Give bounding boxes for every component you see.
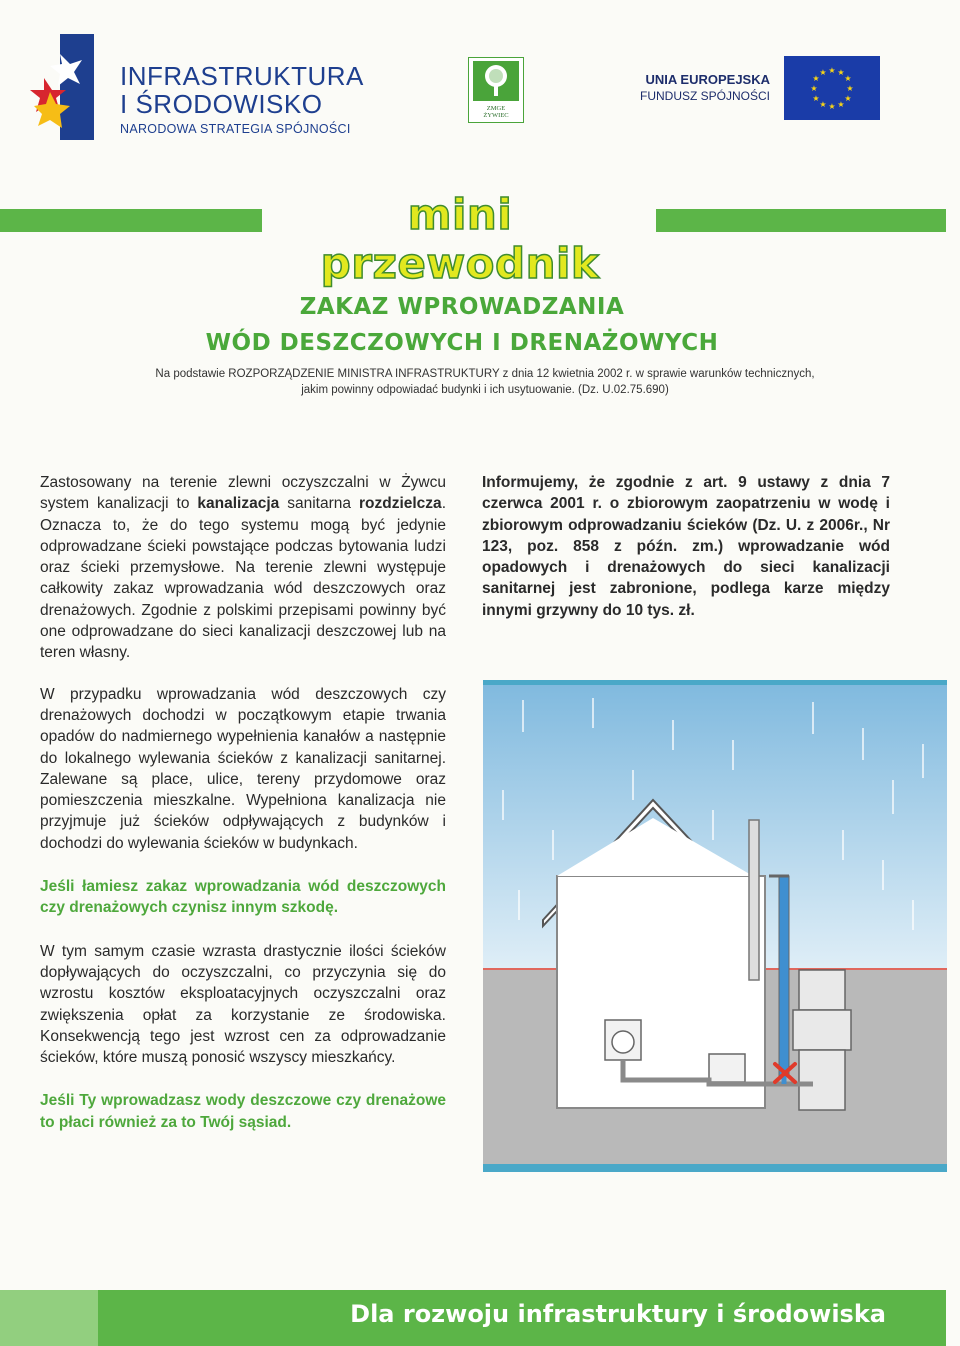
paragraph-sewer-system: Zastosowany na terenie zlewni oczyszczalni w Żywcu system kanalizacji to kanalizacja sanitarna rozdzielcza. Oznacza to, że do tego systemu mogą być jedynie odprowadzane ścieki powstające podczas bytowania ludzi oraz ścieki przemysłowe. Na terenie zlewni występuje całkowity zakaz wprowadzania wód deszczowych oraz drenażowych. Zgodnie z polskimi przepisami powinny być one odprowadzane do sieci kanalizacji deszczowej lub na teren własny. bbox=[40, 474, 446, 662]
svg-text:★: ★ bbox=[812, 94, 820, 103]
zmge-logo-text: ZMGE ŻYWIEC bbox=[483, 105, 509, 119]
title-band-left bbox=[0, 209, 262, 232]
manhole bbox=[793, 970, 851, 1110]
tree-icon bbox=[469, 58, 523, 104]
legal-line-1: Na podstawie ROZPORZĄDZENIE MINISTRA INFRASTRUKTURY z dnia 12 kwietnia 2002 r. w sprawie warunków technicznych, bbox=[155, 368, 815, 380]
paragraph-costs: W tym samym czasie wzrasta drastycznie ilości ścieków dopływających do oczyszczalni, co przyczynia się do wzrostu kosztów eksploatacyjnych oczyszczalni oraz zwiększenia opłat za korzystanie ze środowiska. Konsekwencją tego jest wzrost cen za odprowadzanie ścieków, które muszą ponosić wszyscy mieszkańcy. bbox=[40, 942, 446, 1067]
heading-line-2: WÓD DESZCZOWYCH I DRENAŻOWYCH bbox=[205, 330, 719, 356]
svg-text:★: ★ bbox=[810, 84, 818, 93]
brand-line-1: INFRASTRUKTURA bbox=[120, 61, 364, 91]
downpipe bbox=[779, 876, 789, 1076]
eu-fund: FUNDUSZ SPÓJNOŚCI bbox=[639, 89, 770, 103]
brand-subtitle: NARODOWA STRATEGIA SPÓJNOŚCI bbox=[120, 122, 351, 136]
title-band-right bbox=[656, 209, 946, 232]
svg-text:★: ★ bbox=[837, 100, 845, 109]
star-flag-logo-icon bbox=[30, 34, 94, 140]
warning-harm: Jeśli łamiesz zakaz wprowadzania wód deszczowych czy drenażowych czynisz innym szkodę. bbox=[40, 878, 446, 917]
footer-slogan: Dla rozwoju infrastruktury i środowiska bbox=[350, 1300, 886, 1328]
svg-text:★: ★ bbox=[837, 68, 845, 77]
svg-text:★: ★ bbox=[819, 68, 827, 77]
svg-text:★: ★ bbox=[844, 94, 852, 103]
header bbox=[0, 0, 960, 180]
heading-line-1: ZAKAZ WPROWADZANIA bbox=[299, 294, 625, 320]
svg-text:★: ★ bbox=[828, 102, 836, 111]
legal-line-2: jakim powinny odpowiadać budynki i ich usytuowanie. (Dz. U.02.75.690) bbox=[301, 384, 669, 396]
svg-text:★: ★ bbox=[846, 84, 854, 93]
right-column-notice: Informujemy, że zgodnie z art. 9 ustawy z dnia 7 czerwca 2001 r. o zbiorowym zaopatrzeniu w wodę i zbiorowym odprowadzaniu ścieków (Dz. U. z 2006r., Nr 123, poz. 858 z późn. zm.) wprowadzanie wód opadowych i drenażowych do sieci kanalizacji sanitarnej jest zabronione, podlega karze między innymi grzywny do 10 tys. zł. bbox=[482, 474, 890, 619]
eu-text bbox=[640, 72, 770, 103]
eu-flag-icon bbox=[784, 56, 880, 120]
warning-neighbour: Jeśli Ty wprowadzasz wody deszczowe czy drenażowe to płaci również za to Twój sąsiad. bbox=[40, 1092, 446, 1131]
floor-drain-box bbox=[709, 1054, 745, 1082]
mini-guide-title: mini przewodnik bbox=[320, 190, 600, 288]
left-column bbox=[40, 472, 446, 1155]
svg-text:★: ★ bbox=[819, 100, 827, 109]
zmge-logo bbox=[468, 57, 524, 123]
legal-basis bbox=[90, 366, 880, 398]
eu-title: UNIA EUROPEJSKA bbox=[645, 72, 770, 87]
svg-text:★: ★ bbox=[812, 74, 820, 83]
house-drainage-illustration bbox=[483, 680, 947, 1172]
brand-line-2: I ŚRODOWISKO bbox=[120, 89, 323, 119]
svg-text:★: ★ bbox=[844, 74, 852, 83]
paragraph-flooding: W przypadku wprowadzania wód deszczowych czy drenażowych dochodzi w początkowym etapie trwania opadów do nadmiernego wypełnienia kanałów a następnie do lokalnego wylewania ścieków z kanalizacji sanitarnej. Zalewane są place, ulice, tereny przydomowe oraz pomieszczenia mieszkalne. Wypełniona kanalizacja nie przyjmuje już ścieków odpływających z budynków i dochodzi do wylewania ścieków w budynkach. bbox=[40, 685, 446, 852]
chimney bbox=[749, 820, 759, 980]
washing-machine-icon bbox=[605, 1020, 641, 1060]
brand-block bbox=[120, 62, 364, 136]
svg-text:★: ★ bbox=[828, 66, 836, 75]
